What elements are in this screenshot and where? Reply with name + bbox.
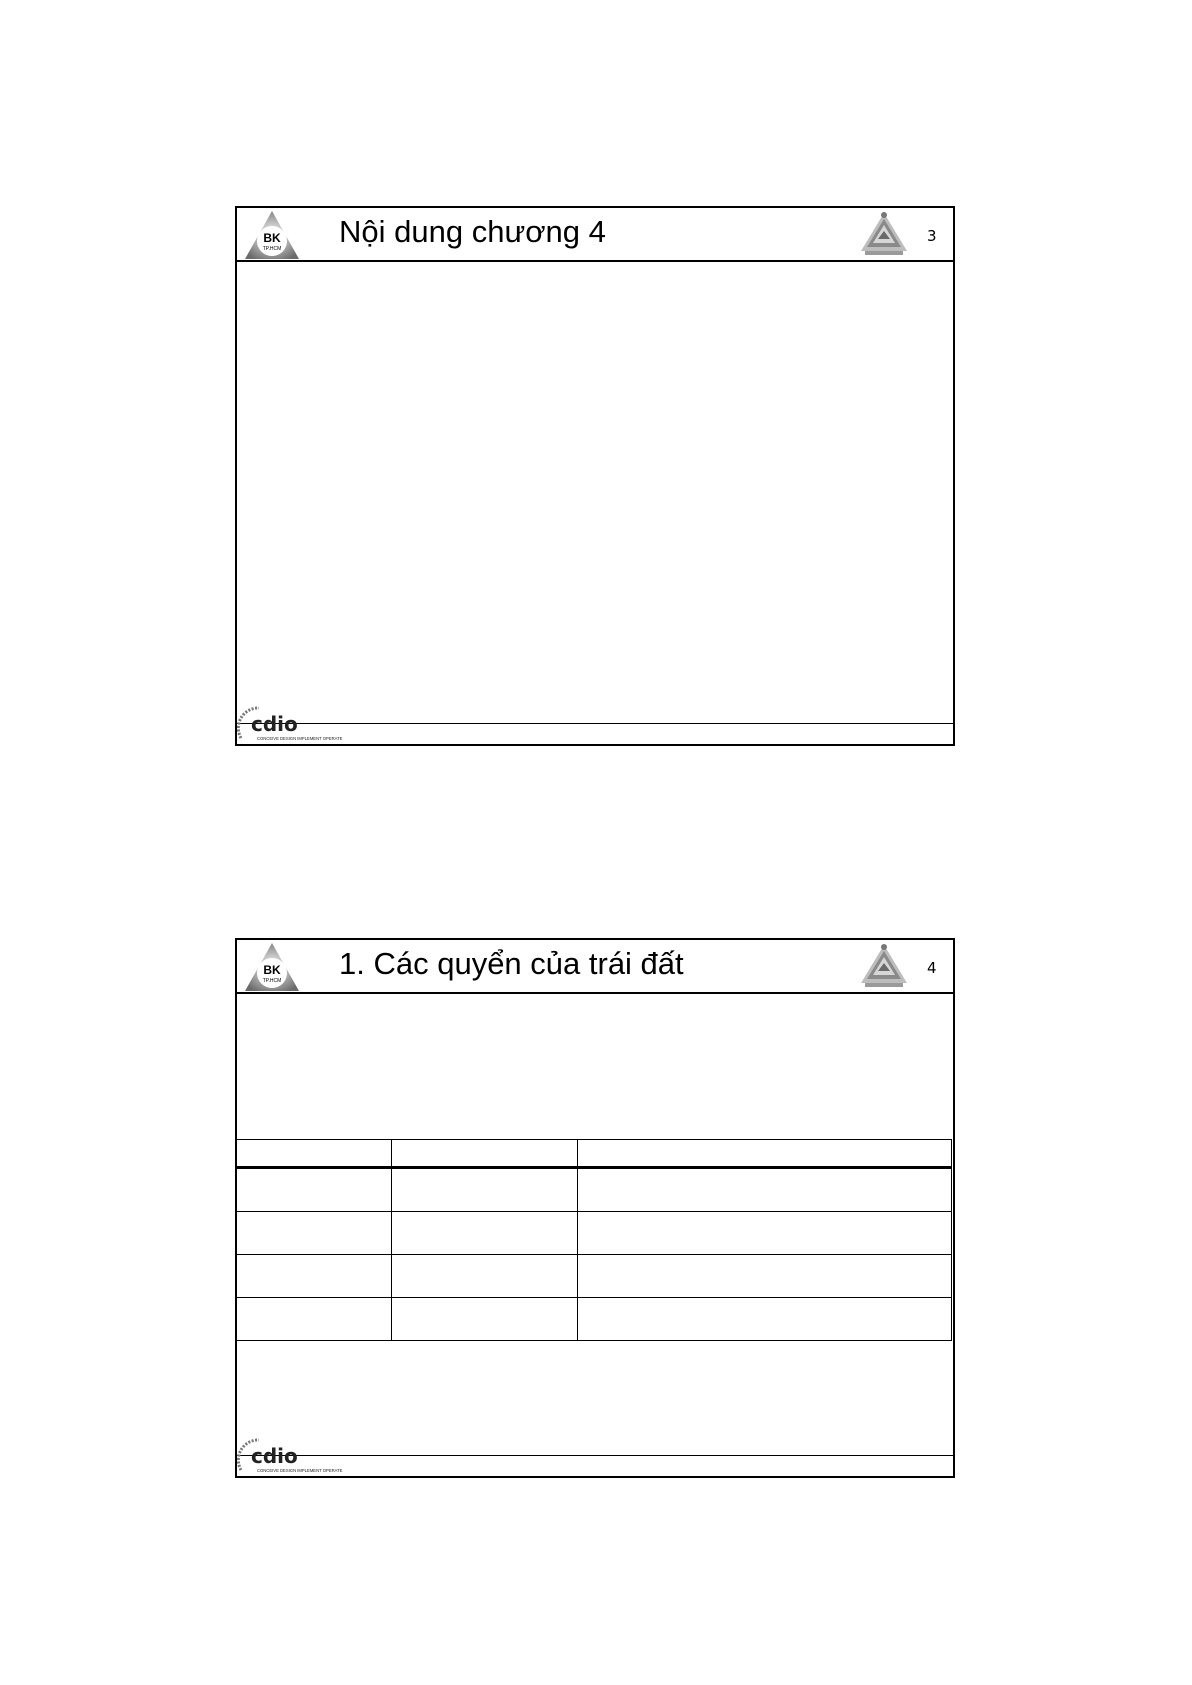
table-row — [237, 1255, 952, 1298]
bk-logo-text: BK — [263, 231, 281, 245]
table-cell — [237, 1255, 392, 1298]
table-header-row — [237, 1140, 952, 1168]
slide-title: 1. Các quyển của trái đất — [339, 946, 684, 981]
cdio-logo-icon — [237, 1434, 367, 1476]
table-cell — [237, 1298, 392, 1341]
pyramid-logo-icon — [859, 943, 909, 991]
bk-logo-icon — [243, 209, 301, 261]
cdio-tagline: CONCEIVE DESIGN IMPLEMENT OPERATE — [257, 736, 343, 741]
table-cell — [392, 1168, 578, 1212]
table-header-cell — [578, 1140, 952, 1168]
table-cell — [392, 1255, 578, 1298]
slide-3 — [235, 206, 955, 746]
table-cell — [578, 1298, 952, 1341]
cdio-logo-text: cdio — [251, 712, 298, 736]
table-row — [237, 1298, 952, 1341]
slide-4 — [235, 938, 955, 1478]
page-number: 3 — [927, 227, 937, 245]
table-header-cell — [392, 1140, 578, 1168]
table-cell — [578, 1255, 952, 1298]
bk-logo-subtext: TP.HCM — [262, 978, 282, 984]
table-cell — [237, 1212, 392, 1255]
bk-logo-text: BK — [263, 963, 281, 977]
table-cell — [578, 1212, 952, 1255]
table-cell — [392, 1298, 578, 1341]
page-number: 4 — [927, 959, 937, 977]
header-divider — [237, 260, 953, 262]
pyramid-logo-icon — [859, 211, 909, 259]
table-cell — [578, 1168, 952, 1212]
header-divider — [237, 992, 953, 994]
slide-header — [237, 208, 953, 262]
cdio-logo-text: cdio — [251, 1444, 298, 1468]
cdio-logo-icon — [237, 702, 367, 744]
slide-header — [237, 940, 953, 994]
earth-spheres-table — [237, 1139, 952, 1341]
table-row — [237, 1212, 952, 1255]
slide-title: Nội dung chương 4 — [339, 214, 606, 249]
bk-logo-icon — [243, 941, 301, 993]
cdio-tagline: CONCEIVE DESIGN IMPLEMENT OPERATE — [257, 1468, 343, 1473]
bk-logo-subtext: TP.HCM — [262, 246, 282, 252]
table-header-cell — [237, 1140, 392, 1168]
table-cell — [237, 1168, 392, 1212]
table-cell — [392, 1212, 578, 1255]
table-row — [237, 1168, 952, 1212]
